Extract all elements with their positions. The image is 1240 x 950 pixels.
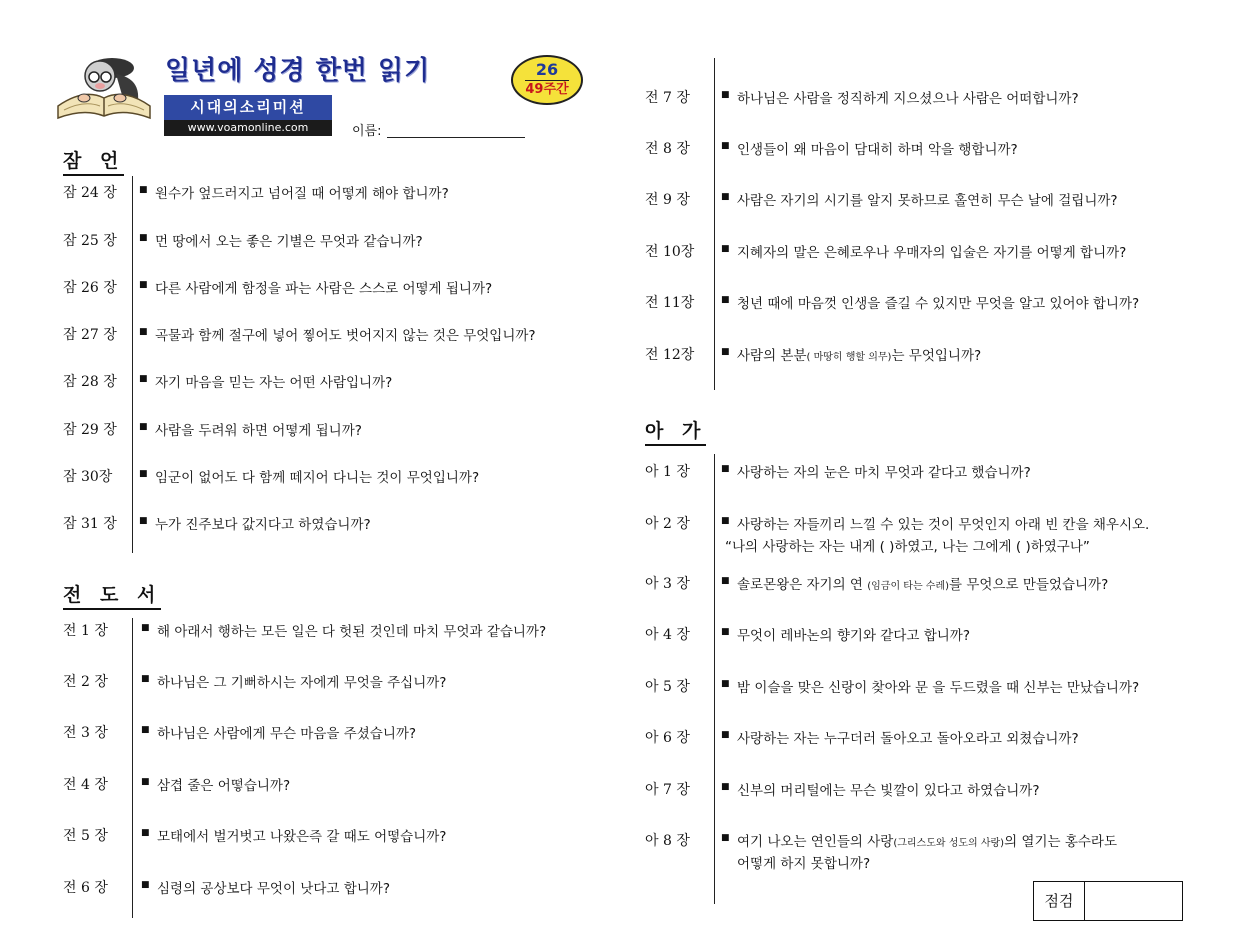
chapter-label: 아 7 장 [645,782,690,798]
chapter-label: 아 3 장 [645,576,690,592]
bullet-icon: ■ [721,141,730,151]
bullet-icon: ■ [721,90,730,100]
chapter-label: 아 1 장 [645,464,690,480]
bullet-icon: ■ [721,347,730,357]
question-text-part: 사람의 본분 [737,348,807,364]
bullet-icon: ■ [139,185,148,195]
chapter-label: 전 12장 [645,347,695,363]
question-text: 지혜자의 말은 은혜로우나 우매자의 입술은 자기를 어떻게 합니까? [737,245,1127,261]
bullet-icon: ■ [141,674,150,684]
divider-proverbs [132,176,133,553]
bullet-icon: ■ [141,623,150,633]
chapter-label: 잠 31 장 [63,516,117,532]
bullet-icon: ■ [141,880,150,890]
chapter-label: 잠 29 장 [63,422,117,438]
chapter-label: 아 5 장 [645,679,690,695]
question-text [737,573,1108,593]
chapter-label: 전 6 장 [63,880,108,896]
chapter-label: 잠 26 장 [63,280,117,296]
bullet-icon: ■ [141,828,150,838]
question-text: 사랑하는 자들끼리 느낄 수 있는 것이 무엇인지 아래 빈 칸을 채우시오. [737,517,1150,533]
question-text: 사람을 두려워 하면 어떻게 됩니까? [155,423,362,439]
question-text: 먼 땅에서 오는 좋은 기별은 무엇과 같습니까? [155,234,423,250]
section-title-ecclesiastes: 전 도 서 [63,580,161,610]
chapter-label: 전 5 장 [63,828,108,844]
brand-name: 시대의소리미션 [164,95,332,120]
question-text: 삼겹 줄은 어떻습니까? [157,778,291,794]
bullet-icon: ■ [721,833,730,843]
chapter-label: 전 11장 [645,295,695,311]
question-text: 사랑하는 자는 누구더러 돌아오고 돌아오라고 외쳤습니까? [737,731,1079,747]
question-text: 하나님은 사람을 정직하게 지으셨으나 사람은 어떠합니까? [737,91,1079,107]
bullet-icon: ■ [141,725,150,735]
chapter-label: 잠 30장 [63,469,113,485]
question-text: 해 아래서 행하는 모든 일은 다 헛된 것인데 마치 무엇과 같습니까? [157,624,547,640]
question-text-part: 는 무엇입니까? [891,348,982,364]
question-text-part: 의 열기는 홍수라도 [1004,834,1118,850]
website-url: www.voamonline.com [164,120,332,136]
question-text: 밤 이슬을 맞은 신랑이 찾아와 문 을 두드렸을 때 신부는 만났습니까? [737,680,1140,696]
question-text: 신부의 머리털에는 무슨 빛깔이 있다고 하였습니까? [737,783,1040,799]
question-text-continued: 어떻게 하지 못합니까? [737,856,871,872]
check-box [1033,881,1183,921]
question-text: 임군이 없어도 다 함께 떼지어 다니는 것이 무엇입니까? [155,470,480,486]
chapter-label: 잠 28 장 [63,374,117,390]
bullet-icon: ■ [721,576,730,586]
bullet-icon: ■ [721,244,730,254]
bullet-icon: ■ [139,516,148,526]
bullet-icon: ■ [139,469,148,479]
bullet-icon: ■ [139,327,148,337]
chapter-label: 전 10장 [645,244,695,260]
week-badge [511,55,583,105]
question-text: 하나님은 사람에게 무슨 마음을 주셨습니까? [157,726,417,742]
chapter-label: 전 3 장 [63,725,108,741]
chapter-label: 전 1 장 [63,623,108,639]
fill-in-blank-text: “나의 사랑하는 자는 내게 ( )하였고, 나는 그에게 ( )하였구나” [725,539,1090,555]
bullet-icon: ■ [139,233,148,243]
question-text: 다른 사람에게 함정을 파는 사람은 스스로 어떻게 됩니까? [155,281,493,297]
bullet-icon: ■ [721,627,730,637]
name-label: 이름: [352,124,382,139]
badge-number: 26 [535,60,559,79]
section-title-song: 아 가 [645,416,706,446]
question-text: 청년 때에 마음껏 인생을 즐길 수 있지만 무엇을 알고 있어야 합니까? [737,296,1140,312]
question-text: 곡물과 함께 절구에 넣어 찧어도 벗어지지 않는 것은 무엇입니까? [155,328,536,344]
check-label: 점검 [1034,882,1085,920]
question-text: 심령의 공상보다 무엇이 낫다고 합니까? [157,881,390,897]
question-note: ( 마땅히 행할 의무) [806,352,892,363]
name-input-line[interactable] [387,137,525,138]
chapter-label: 전 8 장 [645,141,690,157]
bullet-icon: ■ [721,295,730,305]
bullet-icon: ■ [139,374,148,384]
bullet-icon: ■ [721,782,730,792]
question-note: (그리스도와 성도의 사랑) [893,838,1005,849]
question-text-part: 를 무엇으로 만들었습니까? [949,577,1109,593]
question-text: 누가 진주보다 값지다고 하였습니까? [155,517,371,533]
bullet-icon: ■ [721,516,730,526]
section-title-proverbs: 잠 언 [63,146,124,176]
bullet-icon: ■ [721,464,730,474]
divider-song [714,454,715,904]
chapter-label: 아 8 장 [645,833,690,849]
chapter-label: 잠 24 장 [63,185,117,201]
question-text: 모태에서 벌거벗고 나왔은즉 갈 때도 어떻습니까? [157,829,447,845]
check-field[interactable] [1086,882,1182,920]
question-text: 사람은 자기의 시기를 알지 못하므로 홀연히 무슨 날에 걸립니까? [737,193,1118,209]
page-title: 일년에 성경 한번 읽기 [165,56,431,86]
chapter-label: 잠 27 장 [63,327,117,343]
chapter-label: 아 6 장 [645,730,690,746]
bullet-icon: ■ [721,192,730,202]
question-note: (임금이 타는 수레) [867,581,950,592]
chapter-label: 전 7 장 [645,90,690,106]
question-text: 인생들이 왜 마음이 담대히 하며 악을 행합니까? [737,142,1018,158]
question-text-part: 여기 나오는 연인들의 사랑 [737,834,894,850]
chapter-label: 잠 25 장 [63,233,117,249]
bullet-icon: ■ [139,422,148,432]
question-text: 원수가 엎드러지고 넘어질 때 어떻게 해야 합니까? [155,186,449,202]
question-text [737,830,1117,850]
question-text: 자기 마음을 믿는 자는 어떤 사람입니까? [155,375,393,391]
question-text: 무엇이 레바논의 향기와 같다고 합니까? [737,628,970,644]
chapter-label: 아 4 장 [645,627,690,643]
bullet-icon: ■ [139,280,148,290]
chapter-label: 아 2 장 [645,516,690,532]
chapter-label: 전 9 장 [645,192,690,208]
question-text: 하나님은 그 기뻐하시는 자에게 무엇을 주십니까? [157,675,447,691]
bullet-icon: ■ [721,679,730,689]
chapter-label: 전 4 장 [63,777,108,793]
divider-ecclesiastes [132,618,133,918]
divider-ecclesiastes-right [714,58,715,390]
bullet-icon: ■ [141,777,150,787]
question-text: 사랑하는 자의 눈은 마치 무엇과 같다고 했습니까? [737,465,1031,481]
reading-person-illustration [54,52,154,124]
badge-week: 49주간 [525,82,569,97]
question-text [737,344,981,364]
question-text-part: 솔로몬왕은 자기의 연 [737,577,868,593]
bullet-icon: ■ [721,730,730,740]
chapter-label: 전 2 장 [63,674,108,690]
